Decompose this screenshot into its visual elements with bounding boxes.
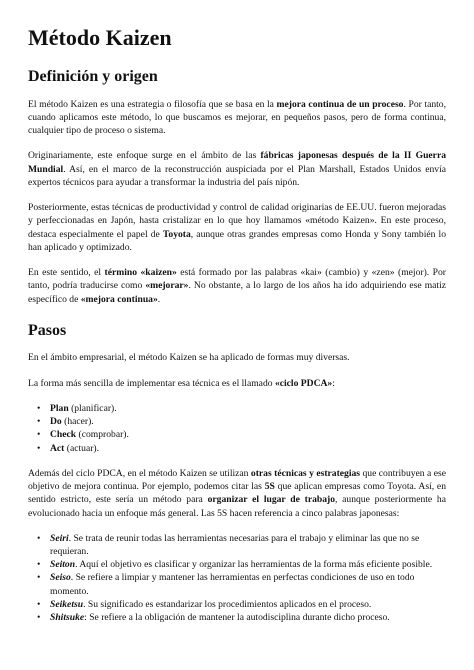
section-heading-definicion: Definición y origen: [28, 68, 158, 86]
list-item: [37, 402, 446, 415]
bold-text: Toyota: [162, 228, 191, 240]
text-run: , aunque otras grandes empresas como Honda y Sony también lo han aplicado y optimizado.: [28, 228, 446, 253]
bullet-icon: •: [37, 559, 41, 571]
five-s-list: [28, 532, 446, 625]
bullet-icon: •: [37, 416, 41, 428]
list-item: [37, 571, 446, 597]
list-term: Seiton: [50, 559, 76, 571]
list-term: Do: [50, 416, 62, 428]
document-title: Método Kaizen: [28, 25, 172, 50]
text-run: .: [157, 293, 161, 305]
list-desc: . Aquí el objetivo es clasificar y organizar las herramientas de la forma más eficiente posible.: [75, 559, 433, 571]
paragraph-5s: [28, 467, 446, 520]
list-term: Seiso: [50, 572, 71, 584]
bullet-icon: •: [37, 532, 41, 544]
list-desc: (planificar).: [68, 402, 117, 414]
text-run: está formado por las palabras «kai» (cambio) y «zen» (mejor). Por tanto, podría traducirse como: [28, 267, 446, 292]
bold-text: 5S: [264, 481, 275, 493]
list-item: [37, 598, 446, 611]
text-run: . Así, en el marco de la reconstrucción auspiciada por el Plan Marshall, Estados Unidos envía expertos técnicos para ayudar a transformar la industria del país nipón.: [28, 163, 446, 188]
list-item: [37, 558, 446, 571]
bold-text: mejora continua de un proceso: [276, 98, 404, 110]
paragraph-ciclo-pdca: [28, 377, 446, 390]
list-term: Check: [50, 429, 77, 441]
bold-text: organizar el lugar de trabajo: [207, 494, 335, 506]
paragraph-termino-kaizen: [28, 266, 446, 306]
text-run: que contribuyen a ese objetivo de mejora continua. Por ejemplo, podemos citar las: [28, 467, 446, 493]
list-item: [37, 428, 446, 441]
text-run: . No obstante, a lo largo de los años ha ido adquiriendo ese matiz específico de: [28, 280, 446, 305]
text-run: Originariamente, este enfoque surge en el ámbito de las: [28, 150, 261, 162]
bullet-icon: •: [37, 402, 41, 414]
bold-text: término «kaizen»: [104, 267, 177, 279]
list-desc: . Su significado es estandarizar los procedimientos aplicados en el proceso.: [83, 598, 372, 610]
bold-text: «mejora continua»: [80, 293, 158, 305]
section-heading-pasos: Pasos: [28, 321, 67, 339]
paragraph-toyota: [28, 201, 446, 254]
list-term: Shitsuke: [50, 612, 85, 624]
paragraph-definicion: [28, 98, 446, 138]
paragraph-ambito-empresarial: En el ámbito empresarial, el método Kaizen se ha aplicado de formas muy diversas.: [28, 352, 350, 364]
list-desc: . Se trata de reunir todas las herramientas necesarias para el trabajo y eliminar las que no se requieran.: [50, 532, 420, 557]
paragraph-origen: [28, 149, 446, 189]
list-term: Seiri: [50, 532, 69, 544]
text-run: En este sentido, el: [28, 267, 105, 279]
bullet-icon: •: [37, 598, 41, 610]
list-item: [37, 611, 446, 624]
text-run: . Por tanto, cuando aplicamos este método, lo que buscamos es mejorar, en pequeños pasos, pero de forma continua, cualquier tipo de proceso o sistema.: [28, 98, 446, 137]
list-term: Seiketsu: [50, 598, 84, 610]
text-run: Además del ciclo PDCA, en el método Kaizen se utilizan: [28, 467, 251, 479]
bold-text: otras técnicas y estrategias: [250, 467, 361, 479]
text-run: , aunque posteriormente ha evolucionado hacia un enfoque más general. Las 5S hacen referencia a cinco palabras japonesas:: [28, 494, 446, 519]
list-item: [37, 442, 446, 455]
bold-text: «mejorar»: [145, 280, 189, 292]
list-item: [37, 415, 446, 428]
bullet-icon: •: [37, 572, 41, 584]
list-desc: (actuar).: [64, 442, 100, 454]
bullet-icon: •: [37, 612, 41, 624]
list-desc: (comprobar).: [76, 429, 129, 441]
bullet-icon: •: [37, 442, 41, 454]
list-item: [37, 532, 446, 558]
bold-text: fábricas japonesas después de la II Guerra Mundial: [28, 150, 447, 175]
list-term: Act: [50, 442, 65, 454]
text-run: El método Kaizen es una estrategia o filosofía que se basa en la: [28, 98, 277, 110]
pdca-list: [28, 402, 446, 455]
text-run: Posteriormente, estas técnicas de productividad y control de calidad originarias de EE.UU. fueron mejoradas y perfeccionadas en Japón, hasta cristalizar en lo que hoy llamamos «método Kaizen». En este proceso, destaca especialmente el papel de: [28, 202, 446, 240]
text-run: que aplican empresas como Toyota. Así, en sentido estricto, este sería un método para: [28, 481, 446, 506]
bold-text: «ciclo PDCA»: [274, 377, 333, 389]
text-run: :: [332, 377, 335, 389]
bullet-icon: •: [37, 429, 41, 441]
list-desc: : Se refiere a la obligación de mantener la autodisciplina durante dicho proceso.: [84, 612, 390, 624]
text-run: La forma más sencilla de implementar esa técnica es el llamado: [28, 377, 275, 389]
list-term: Plan: [50, 402, 69, 414]
list-desc: . Se refiere a limpiar y mantener las herramientas en perfectas condiciones de uso en todo momento.: [50, 572, 415, 597]
list-desc: (hacer).: [61, 416, 94, 428]
